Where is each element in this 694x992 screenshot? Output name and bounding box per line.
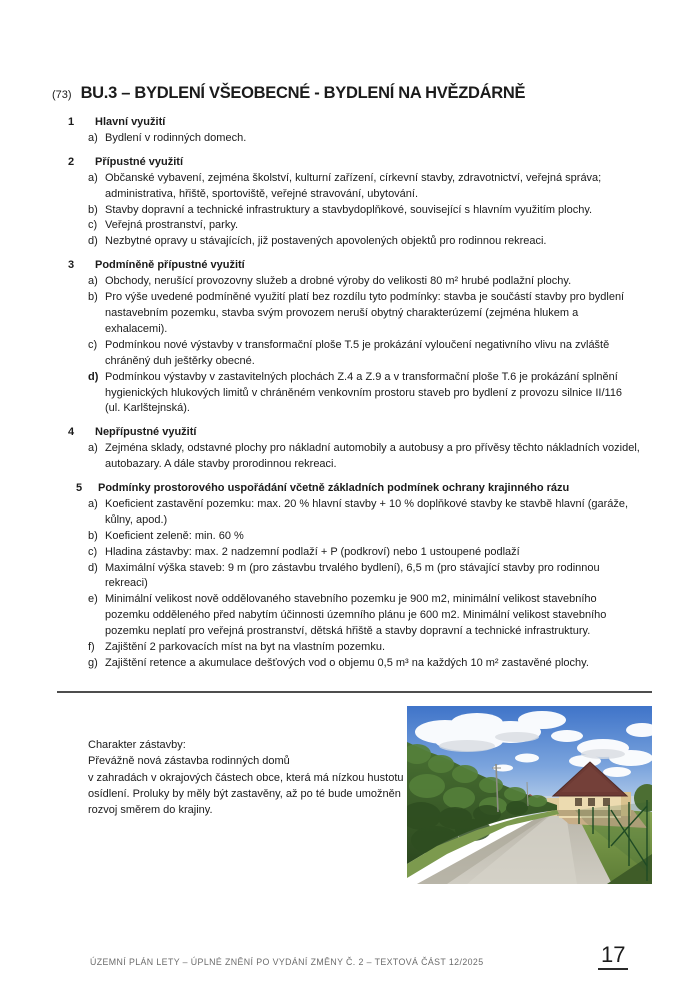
section-heading: Podmíněně přípustné využití bbox=[95, 259, 245, 272]
list-item-text: Veřejná prostranství, parky. bbox=[105, 219, 239, 232]
list-item-label: b) bbox=[88, 203, 98, 216]
list-item-text: Maximální výška staveb: 9 m (pro zástavbu trvalého bydlení), 6,5 m (pro stávající stavby pro rodinnou rekreaci) bbox=[105, 561, 600, 590]
list-item-label: b) bbox=[88, 529, 98, 542]
list-item bbox=[68, 171, 640, 203]
section bbox=[68, 115, 640, 147]
section-items bbox=[68, 274, 640, 417]
list-item-text: Koeficient zeleně: min. 60 % bbox=[105, 529, 244, 542]
sections bbox=[68, 115, 640, 672]
list-item bbox=[68, 370, 640, 418]
character-line: v zahradách v okrajových částech obce, která má nízkou hustotu bbox=[88, 771, 404, 784]
list-item-label: d) bbox=[88, 370, 99, 383]
list-item bbox=[68, 529, 640, 545]
section-heading-row bbox=[68, 258, 640, 274]
list-item-label: b) bbox=[88, 291, 98, 304]
list-item bbox=[68, 656, 640, 672]
list-item-text: Pro výše uvedené podmíněné využití platí bez rozdílu tyto podmínky: stavba je součástí stavby pro bydlení nastavebním pozemku, stavba svým provozem neruší obytný charakterúzemí (zejména hlukem a exhalacemi). bbox=[105, 291, 625, 335]
list-item-text: Občanské vybavení, zejména školství, kulturní zařízení, církevní stavby, zdravotnictví, veřejná správa; administrativa, hřiště, sportoviště, veřejné stravování, ubytování. bbox=[105, 171, 602, 200]
list-item-text: Zajištění 2 parkovacích míst na byt na vlastním pozemku. bbox=[105, 641, 386, 654]
list-item-label: e) bbox=[88, 593, 98, 606]
list-item bbox=[68, 441, 640, 473]
list-item-label: f) bbox=[88, 641, 95, 654]
character-line: osídlení. Proluky by měly být zastavěny, až po té bude umožněn bbox=[88, 787, 401, 800]
list-item-label: a) bbox=[88, 171, 98, 184]
list-item bbox=[68, 561, 640, 593]
section-heading: Nepřípustné využití bbox=[95, 426, 197, 439]
list-item-text: Obchody, nerušící provozovny služeb a drobné výroby do velikosti 80 m² hrubé podlažní plochy. bbox=[105, 275, 572, 288]
section-heading: Podmínky prostorového uspořádání včetně základních podmínek ochrany krajinného rázu bbox=[98, 482, 570, 495]
horizontal-rule bbox=[57, 691, 652, 693]
list-item-label: a) bbox=[88, 275, 98, 288]
list-item-text: Hladina zástavby: max. 2 nadzemní podlaží + P (podkroví) nebo 1 ustoupené podlaží bbox=[105, 545, 520, 558]
list-item-label: a) bbox=[88, 131, 98, 144]
list-item-text: Koeficient zastavění pozemku: max. 20 % hlavní stavby + 10 % doplňkové stavby ke stavbě hlavní (garáže, kůlny, apod.) bbox=[105, 497, 629, 526]
footer-text: ÚZEMNÍ PLÁN LETY – ÚPLNÉ ZNĚNÍ PO VYDÁNÍ ZMĚNY Č. 2 – TEXTOVÁ ČÁST 12/2025 bbox=[90, 957, 484, 967]
list-item-label: c) bbox=[88, 545, 98, 558]
section-items bbox=[68, 497, 640, 672]
list-item bbox=[68, 131, 640, 147]
section-items bbox=[68, 441, 640, 473]
village-street-photo bbox=[407, 706, 652, 884]
character-line: Převážně nová zástavba rodinných domů bbox=[88, 755, 290, 768]
section bbox=[68, 258, 640, 417]
list-item-text: Zajištění retence a akumulace dešťových vod o objemu 0,5 m³ na každých 10 m² zastavěné plochy. bbox=[105, 657, 589, 669]
list-item-text: Podmínkou nové výstavby v transformační ploše T.5 je prokázání vyloučení negativního vlivu na zvláště chráněný duh ještěrky obecné. bbox=[105, 338, 610, 367]
list-item-text: Minimální velikost nově oddělovaného stavebního pozemku je 900 m2, minimální velikost stavebního pozemku odděleného před nabytím účinnosti územního plánu je 600 m2. Minimální velikost stavebního pozemku neplatí pro veřejná prostranství, dětská hřiště a stavby dopravní a technické infrastruktury. bbox=[105, 593, 607, 638]
section-items bbox=[68, 171, 640, 251]
list-item-text: Nezbytné opravy u stávajících, již postavených apovolených objektů pro rodinnou rekreaci. bbox=[105, 235, 547, 248]
section-number: 3 bbox=[68, 259, 75, 272]
character-heading: Charakter zástavby: bbox=[88, 739, 186, 751]
list-item bbox=[68, 640, 640, 656]
paragraph-ref-number: (73) bbox=[52, 89, 72, 101]
list-item bbox=[68, 592, 640, 640]
character-lines bbox=[88, 753, 423, 818]
section-heading-row bbox=[68, 115, 640, 131]
list-item bbox=[68, 218, 640, 234]
page-title: BU.3 – BYDLENÍ VŠEOBECNÉ - BYDLENÍ NA HVĚZDÁRNĚ bbox=[80, 84, 526, 102]
section bbox=[68, 425, 640, 473]
section bbox=[68, 155, 640, 250]
list-item bbox=[68, 338, 640, 370]
list-item-text: Podmínkou výstavby v zastavitelných plochách Z.4 a Z.9 a v transformační ploše T.6 je prokázání splnění hygienických hlukových limitů v chráněném venkovním prostoru staveb pro bydlení z provozu silnice II/116 (ul. Karlštejnská). bbox=[105, 370, 623, 415]
section-number: 5 bbox=[76, 482, 83, 495]
list-item-label: c) bbox=[88, 338, 98, 351]
section-heading-row bbox=[68, 481, 640, 497]
list-item bbox=[68, 274, 640, 290]
section-number: 2 bbox=[68, 155, 75, 168]
list-item bbox=[68, 234, 640, 250]
section-number: 1 bbox=[68, 116, 75, 128]
list-item-text: Stavby dopravní a technické infrastruktury a stavbydoplňkové, související s hlavním využitím plochy. bbox=[105, 203, 593, 216]
section-items bbox=[68, 131, 640, 147]
section bbox=[68, 481, 640, 672]
list-item-label: g) bbox=[88, 657, 98, 669]
character-line: rozvoj směrem do krajiny. bbox=[88, 804, 213, 817]
list-item bbox=[68, 290, 640, 338]
list-item-text: Bydlení v rodinných domech. bbox=[105, 131, 247, 144]
list-item bbox=[68, 545, 640, 561]
list-item-text: Zejména sklady, odstavné plochy pro nákladní automobily a autobusy a pro přívěsy těchto nákladních vozidel, autobazary. A dále stavby prorodinnou rekreaci. bbox=[105, 442, 640, 471]
page-number: 17 bbox=[598, 943, 628, 970]
list-item-label: d) bbox=[88, 561, 98, 574]
title-row bbox=[52, 84, 525, 103]
section-number: 4 bbox=[68, 426, 75, 439]
section-heading: Přípustné využití bbox=[95, 155, 184, 168]
section-heading-row bbox=[68, 155, 640, 171]
section-heading: Hlavní využití bbox=[95, 116, 166, 128]
list-item-label: d) bbox=[88, 235, 98, 248]
character-block bbox=[88, 737, 423, 818]
list-item bbox=[68, 203, 640, 219]
list-item-label: a) bbox=[88, 497, 98, 510]
list-item bbox=[68, 497, 640, 529]
section-heading-row bbox=[68, 425, 640, 441]
list-item-label: a) bbox=[88, 442, 98, 455]
list-item-label: c) bbox=[88, 219, 98, 232]
